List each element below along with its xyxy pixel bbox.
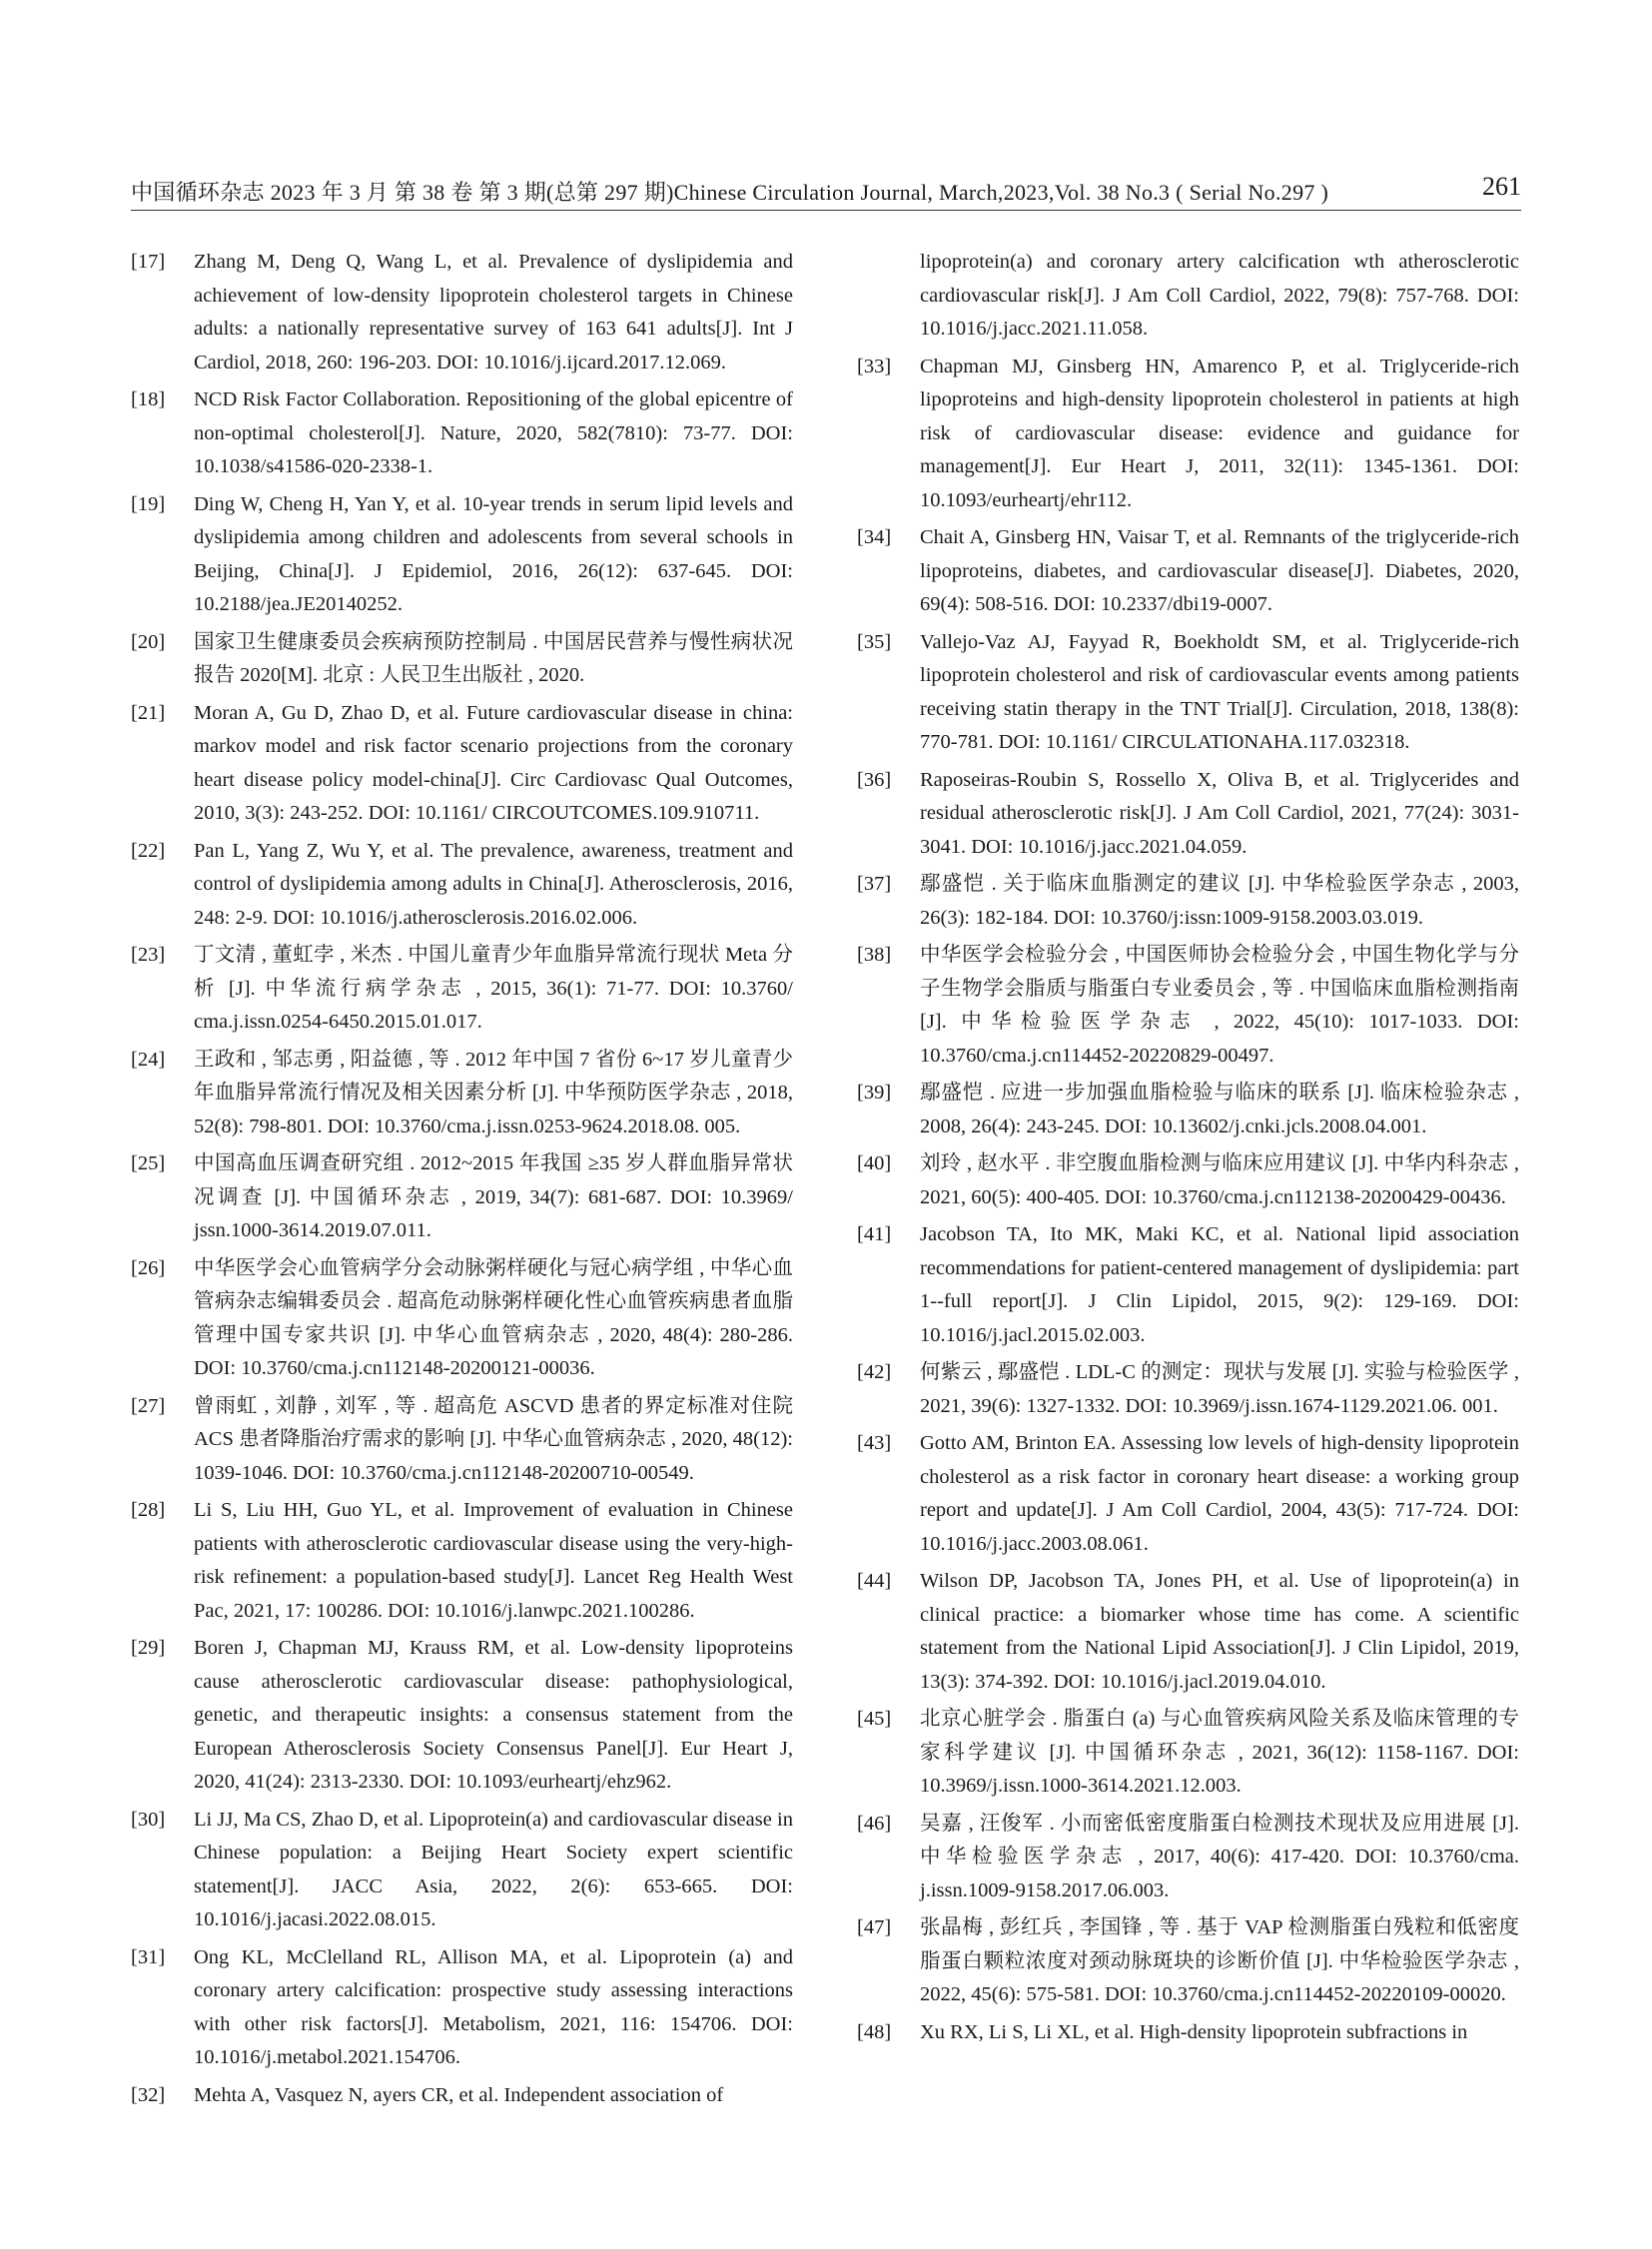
reference-text: Ong KL, McClelland RL, Allison MA, et al. Lipoprotein (a) and coronary artery calcification: prospective study assessing interactions with other risk factors[J]. Metabolism, 2021, 116: 154706. DOI: 10.1016/j.metabol.2021.154706. [194, 1945, 793, 2068]
page-number: 261 [1482, 172, 1521, 201]
reference-text: 国家卫生健康委员会疾病预防控制局 . 中国居民营养与慢性病状况报告 2020[M]. 北京 : 人民卫生出版社 , 2020. [194, 630, 793, 686]
reference-item [131, 246, 793, 379]
reference-text: Li JJ, Ma CS, Zhao D, et al. Lipoprotein(a) and cardiovascular disease in Chinese population: a Beijing Heart Society expert scientific statement[J]. JACC Asia, 2022, 2(6): 653-665. DOI: 10.1016/j.jacasi.2022.08.015. [194, 1808, 793, 1930]
reference-text: Vallejo-Vaz AJ, Fayyad R, Boekholdt SM, et al. Triglyceride-rich lipoprotein cholesterol and risk of cardiovascular events among patients receiving statin therapy in the TNT Trial[J]. Circulation, 2018, 138(8): 770-781. DOI: 10.1161/ CIRCULATIONAHA.117.032318. [920, 630, 1519, 753]
reference-item [857, 1703, 1519, 1804]
reference-text: Wilson DP, Jacobson TA, Jones PH, et al. Use of lipoprotein(a) in clinical practice: a biomarker whose time has come. A scientific statement from the National Lipid Association[J]. J Clin Lipidol, 2019, 13(3): 374-392. DOI: 10.1016/j.jacl.2019.04.010. [920, 1570, 1519, 1693]
reference-number: [43] [857, 1432, 892, 1454]
reference-item [131, 1804, 793, 1937]
reference-item [857, 1218, 1519, 1352]
journal-header: 中国循环杂志 2023 年 3 月 第 38 卷 第 3 期(总第 297 期)Chinese Circulation Journal, March,2023,Vol. 38 No.3 ( Serial No.297 ) [131, 180, 1329, 205]
reference-item [857, 1808, 1519, 1908]
reference-number: [41] [857, 1223, 892, 1245]
header-rule [131, 210, 1521, 211]
reference-number: [35] [857, 630, 892, 653]
reference-number: [25] [131, 1152, 166, 1174]
reference-item [131, 697, 793, 831]
reference-text: Pan L, Yang Z, Wu Y, et al. The prevalence, awareness, treatment and control of dyslipidemia among adults in China[J]. Atherosclerosis, 2016, 248: 2-9. DOI: 10.1016/j.atherosclerosis.2016.02.006. [194, 839, 793, 929]
reference-item [131, 1494, 793, 1628]
reference-item [857, 1077, 1519, 1143]
reference-item [857, 868, 1519, 935]
reference-number: [42] [857, 1361, 892, 1383]
reference-number: [46] [857, 1812, 892, 1835]
reference-item [857, 1147, 1519, 1214]
reference-item [857, 1911, 1519, 2012]
reference-column-right [857, 246, 1519, 2053]
reference-text: 鄢盛恺 . 关于临床血脂测定的建议 [J]. 中华检验医学杂志 , 2003, 26(3): 182-184. DOI: 10.3760/j:issn:1009-9158.2003.03.019. [920, 873, 1519, 929]
reference-number: [32] [131, 2083, 166, 2106]
reference-text: 中国高血压调查研究组 . 2012~2015 年我国 ≥35 岁人群血脂异常状况调查 [J]. 中国循环杂志 , 2019, 34(7): 681-687. DOI: 10.3969/ jssn.1000-3614.2019.07.011. [194, 1152, 793, 1241]
reference-text: 鄢盛恺 . 应进一步加强血脂检验与临床的联系 [J]. 临床检验杂志 , 2008, 26(4): 243-245. DOI: 10.13602/j.cnki.jcls.2008.04.001. [920, 1082, 1519, 1137]
reference-item [131, 626, 793, 693]
reference-text: 王政和 , 邹志勇 , 阳益德 , 等 . 2012 年中国 7 省份 6~17 岁儿童青少年血脂异常流行情况及相关因素分析 [J]. 中华预防医学杂志 , 2018, 52(8): 798-801. DOI: 10.3760/cma.j.issn.0253-9624.2018.08. 005. [194, 1048, 793, 1137]
reference-number: [33] [857, 355, 892, 377]
reference-column-left [131, 246, 793, 2116]
reference-text: 曾雨虹 , 刘静 , 刘军 , 等 . 超高危 ASCVD 患者的界定标准对住院 ACS 患者降脂治疗需求的影响 [J]. 中华心血管病杂志 , 2020, 48(12): 1039-1046. DOI: 10.3760/cma.j.cn112148-20200710-00549. [194, 1394, 793, 1484]
reference-number: [48] [857, 2020, 892, 2043]
reference-text: Boren J, Chapman MJ, Krauss RM, et al. Low-density lipoproteins cause atherosclerotic cardiovascular disease: pathophysiological, genetic, and therapeutic insights: a consensus statement from the European Atherosclerosis Society Consensus Panel[J]. Eur Heart J, 2020, 41(24): 2313-2330. DOI: 10.1093/eurheartj/ehz962. [194, 1637, 793, 1793]
reference-item [131, 939, 793, 1040]
reference-item [857, 246, 1519, 347]
reference-text: 吴嘉 , 汪俊军 . 小而密低密度脂蛋白检测技术现状及应用进展 [J]. 中华检验医学杂志 , 2017, 40(6): 417-420. DOI: 10.3760/cma. j.issn.1009-9158.2017.06.003. [920, 1812, 1519, 1901]
reference-text: Chapman MJ, Ginsberg HN, Amarenco P, et al. Triglyceride-rich lipoproteins and high-density lipoprotein cholesterol in patients at high risk of cardiovascular disease: evidence and guidance for management[J]. Eur Heart J, 2011, 32(11): 1345-1361. DOI: 10.1093/eurheartj/ehr112. [920, 355, 1519, 511]
reference-item [131, 835, 793, 936]
reference-number: [29] [131, 1637, 166, 1659]
reference-item [131, 383, 793, 484]
reference-item [857, 939, 1519, 1073]
reference-text: 中华医学会检验分会 , 中国医师协会检验分会 , 中国生物化学与分子生物学会脂质与脂蛋白专业委员会 , 等 . 中国临床血脂检测指南 [J]. 中华检验医学杂志 , 2022, 45(10): 1017-1033. DOI: 10.3760/cma.j.cn114452-20220829-00497. [920, 944, 1519, 1067]
reference-text: Raposeiras-Roubin S, Rossello X, Oliva B, et al. Triglycerides and residual atherosclerotic risk[J]. J Am Coll Cardiol, 2021, 77(24): 3031-3041. DOI: 10.1016/j.jacc.2021.04.059. [920, 768, 1519, 858]
reference-number: [45] [857, 1708, 892, 1730]
reference-item [131, 1632, 793, 1800]
reference-number: [39] [857, 1082, 892, 1104]
reference-text: 丁文清 , 董虹孛 , 米杰 . 中国儿童青少年血脂异常流行现状 Meta 分析 [J]. 中华流行病学杂志 , 2015, 36(1): 71-77. DOI: 10.3760/ cma.j.issn.0254-6450.2015.01.017. [194, 944, 793, 1033]
reference-number: [40] [857, 1152, 892, 1174]
reference-item [131, 1390, 793, 1491]
reference-text: NCD Risk Factor Collaboration. Repositioning of the global epicentre of non-optimal cholesterol[J]. Nature, 2020, 582(7810): 73-77. DOI: 10.1038/s41586-020-2338-1. [194, 388, 793, 477]
reference-item [857, 1427, 1519, 1561]
reference-text: Zhang M, Deng Q, Wang L, et al. Prevalence of dyslipidemia and achievement of low-density lipoprotein cholesterol targets in Chinese adults: a nationally representative survey of 163 641 adults[J]. Int J Cardiol, 2018, 260: 196-203. DOI: 10.1016/j.ijcard.2017.12.069. [194, 251, 793, 374]
reference-number: [21] [131, 701, 166, 724]
reference-number: [28] [131, 1499, 166, 1521]
reference-number: [27] [131, 1394, 166, 1417]
reference-number: [37] [857, 873, 892, 895]
reference-number: [38] [857, 944, 892, 966]
reference-number: [24] [131, 1048, 166, 1071]
reference-number: [20] [131, 630, 166, 653]
reference-number: [30] [131, 1808, 166, 1831]
reference-text: 中华医学会心血管病学分会动脉粥样硬化与冠心病学组 , 中华心血管病杂志编辑委员会 . 超高危动脉粥样硬化性心血管疾病患者血脂管理中国专家共识 [J]. 中华心血管病杂志 , 2020, 48(4): 280-286. DOI: 10.3760/cma.j.cn112148-20200121-00036. [194, 1256, 793, 1379]
reference-number: [19] [131, 492, 166, 515]
reference-item [857, 626, 1519, 760]
reference-number: [34] [857, 526, 892, 548]
running-header [131, 172, 1521, 212]
reference-text: 何紫云 , 鄢盛恺 . LDL-C 的测定：现状与发展 [J]. 实验与检验医学 , 2021, 39(6): 1327-1332. DOI: 10.3969/j.issn.1674-1129.2021.06. 001. [920, 1361, 1519, 1417]
reference-number: [31] [131, 1945, 166, 1968]
reference-item [857, 521, 1519, 622]
reference-text: Jacobson TA, Ito MK, Maki KC, et al. National lipid association recommendations for patient-centered management of dyslipidemia: part 1--full report[J]. J Clin Lipidol, 2015, 9(2): 129-169. DOI: 10.1016/j.jacl.2015.02.003. [920, 1223, 1519, 1346]
reference-item [131, 1941, 793, 2075]
reference-number: [44] [857, 1570, 892, 1592]
reference-item [131, 1147, 793, 1248]
reference-item [857, 1356, 1519, 1423]
reference-item [857, 351, 1519, 518]
reference-text: Chait A, Ginsberg HN, Vaisar T, et al. Remnants of the triglyceride-rich lipoproteins, diabetes, and cardiovascular disease[J]. Diabetes, 2020, 69(4): 508-516. DOI: 10.2337/dbi19-0007. [920, 526, 1519, 615]
reference-item [857, 764, 1519, 865]
reference-item [131, 1252, 793, 1386]
reference-number: [17] [131, 251, 166, 273]
reference-text: 张晶梅 , 彭红兵 , 李国锋 , 等 . 基于 VAP 检测脂蛋白残粒和低密度脂蛋白颗粒浓度对颈动脉斑块的诊断价值 [J]. 中华检验医学杂志 , 2022, 45(6): 575-581. DOI: 10.3760/cma.j.cn114452-20220109-00020. [920, 1916, 1519, 2005]
reference-item [857, 2016, 1519, 2050]
reference-number: [36] [857, 768, 892, 791]
reference-text: Mehta A, Vasquez N, ayers CR, et al. Independent association of [194, 2083, 724, 2106]
reference-item [131, 2079, 793, 2113]
reference-number: [26] [131, 1256, 166, 1279]
reference-item [857, 1565, 1519, 1699]
reference-text: Ding W, Cheng H, Yan Y, et al. 10-year trends in serum lipid levels and dyslipidemia among children and adolescents from several schools in Beijing, China[J]. J Epidemiol, 2016, 26(12): 637-645. DOI: 10.2188/jea.JE20140252. [194, 492, 793, 615]
reference-text: Moran A, Gu D, Zhao D, et al. Future cardiovascular disease in china: markov model and risk factor scenario projections from the coronary heart disease policy model-china[J]. Circ Cardiovasc Qual Outcomes, 2010, 3(3): 243-252. DOI: 10.1161/ CIRCOUTCOMES.109.910711. [194, 701, 793, 824]
reference-text: 刘玲 , 赵水平 . 非空腹血脂检测与临床应用建议 [J]. 中华内科杂志 , 2021, 60(5): 400-405. DOI: 10.3760/cma.j.cn112138-20200429-00436. [920, 1152, 1519, 1208]
reference-item [131, 1044, 793, 1144]
reference-text: Li S, Liu HH, Guo YL, et al. Improvement of evaluation in Chinese patients with atherosclerotic cardiovascular disease using the very-high-risk refinement: a population-based study[J]. Lancet Reg Health West Pac, 2021, 17: 100286. DOI: 10.1016/j.lanwpc.2021.100286. [194, 1499, 793, 1622]
reference-text: lipoprotein(a) and coronary artery calcification wth atherosclerotic cardiovascular risk[J]. J Am Coll Cardiol, 2022, 79(8): 757-768. DOI: 10.1016/j.jacc.2021.11.058. [920, 251, 1519, 340]
reference-text: 北京心脏学会 . 脂蛋白 (a) 与心血管疾病风险关系及临床管理的专家科学建议 [J]. 中国循环杂志 , 2021, 36(12): 1158-1167. DOI: 10.3969/j.issn.1000-3614.2021.12.003. [920, 1708, 1519, 1797]
reference-item [131, 488, 793, 622]
reference-number: [23] [131, 944, 166, 966]
reference-text: Gotto AM, Brinton EA. Assessing low levels of high-density lipoprotein cholesterol as a risk factor in coronary heart disease: a working group report and update[J]. J Am Coll Cardiol, 2004, 43(5): 717-724. DOI: 10.1016/j.jacc.2003.08.061. [920, 1432, 1519, 1555]
reference-text: Xu RX, Li S, Li XL, et al. High-density lipoprotein subfractions in [920, 2020, 1468, 2043]
reference-number: [18] [131, 388, 166, 410]
reference-number: [22] [131, 839, 166, 862]
reference-number: [47] [857, 1916, 892, 1938]
